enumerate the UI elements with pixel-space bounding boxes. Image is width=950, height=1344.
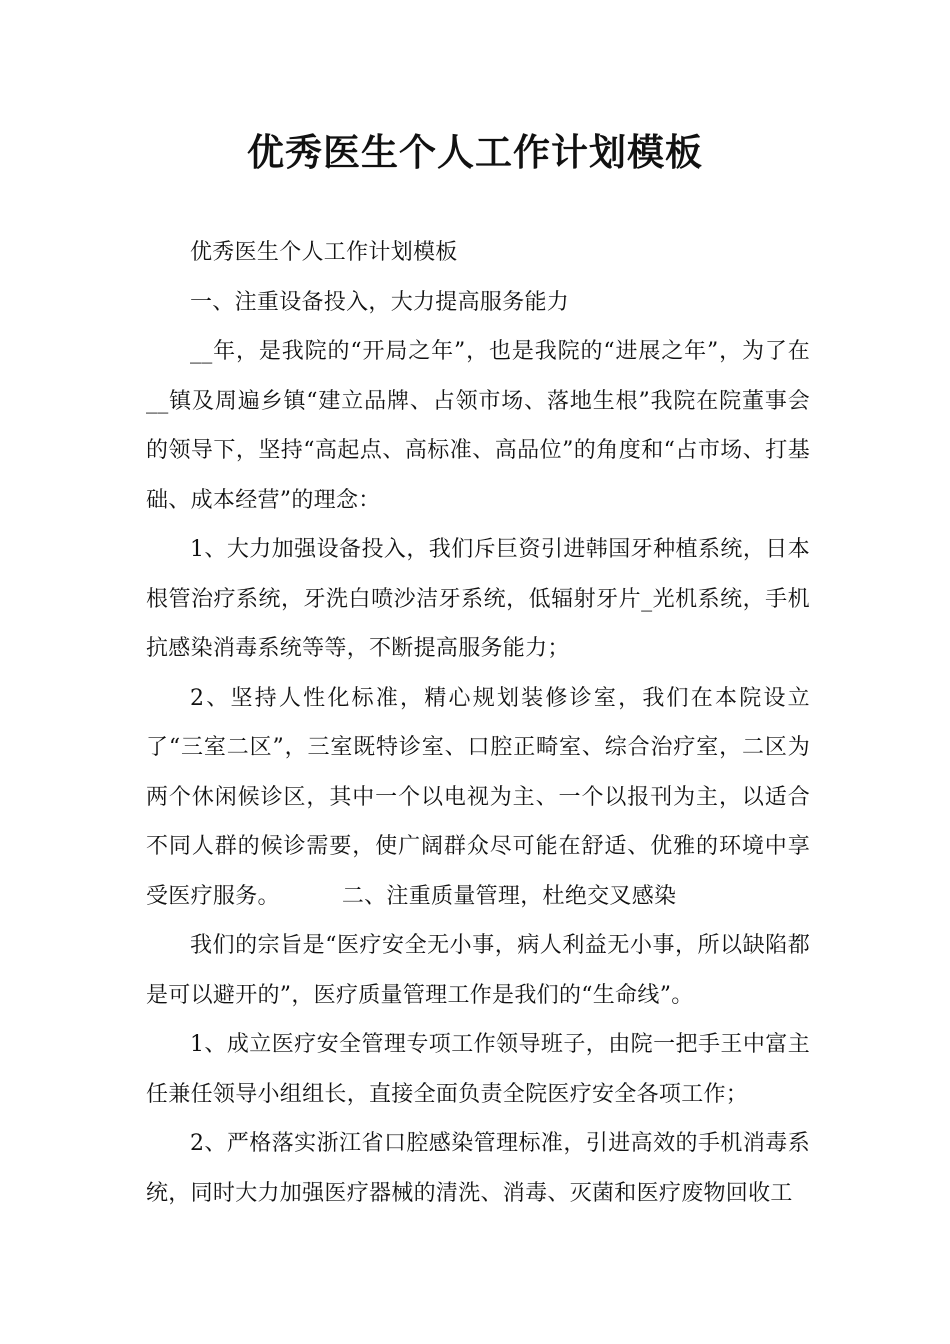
- document-body: [146, 228, 810, 1218]
- paragraph: 1、大力加强设备投入，我们斥巨资引进韩国牙种植系统，日本根管治疗系统，牙洗白喷沙洁牙系统，低辐射牙片_光机系统，手机抗感染消毒系统等等，不断提高服务能力；: [146, 537, 810, 661]
- section-heading: 一、注重设备投入，大力提高服务能力: [190, 289, 570, 315]
- paragraph-text: 2、坚持人性化标准，精心规划装修诊室，我们在本院设立了“三室二区”，三室既特诊室、口腔正畸室、综合治疗室，二区为两个休闲候诊区，其中一个以电视为主、一个以报刊为主，以适合不同人群的候诊需要，使广阔群众尽可能在舒适、优雅的环境中享受医疗服务。: [146, 685, 810, 909]
- document-title: 优秀医生个人工作计划模板: [247, 131, 703, 174]
- paragraph: __年，是我院的“开局之年”，也是我院的“进展之年”，为了在__镇及周遍乡镇“建立品牌、占领市场、落地生根”我院在院董事会的领导下，坚持“高起点、高标准、高品位”的角度和“占市场、打基础、成本经营”的理念：: [146, 339, 810, 513]
- paragraph: 优秀医生个人工作计划模板: [190, 240, 458, 265]
- section-heading: 二、注重质量管理，杜绝交叉感染: [341, 883, 677, 909]
- paragraph: 1、成立医疗安全管理专项工作领导班子，由院一把手王中富主任兼任领导小组组长，直接全面负责全院医疗安全各项工作；: [146, 1032, 810, 1107]
- paragraph: 2、严格落实浙江省口腔感染管理标准，引进高效的手机消毒系统，同时大力加强医疗器械的清洗、消毒、灭菌和医疗废物回收工: [146, 1131, 810, 1206]
- paragraph-with-inline-heading: [146, 674, 810, 922]
- paragraph: 我们的宗旨是“医疗安全无小事，病人利益无小事，所以缺陷都是可以避开的”，医疗质量管理工作是我们的“生命线”。: [146, 933, 810, 1008]
